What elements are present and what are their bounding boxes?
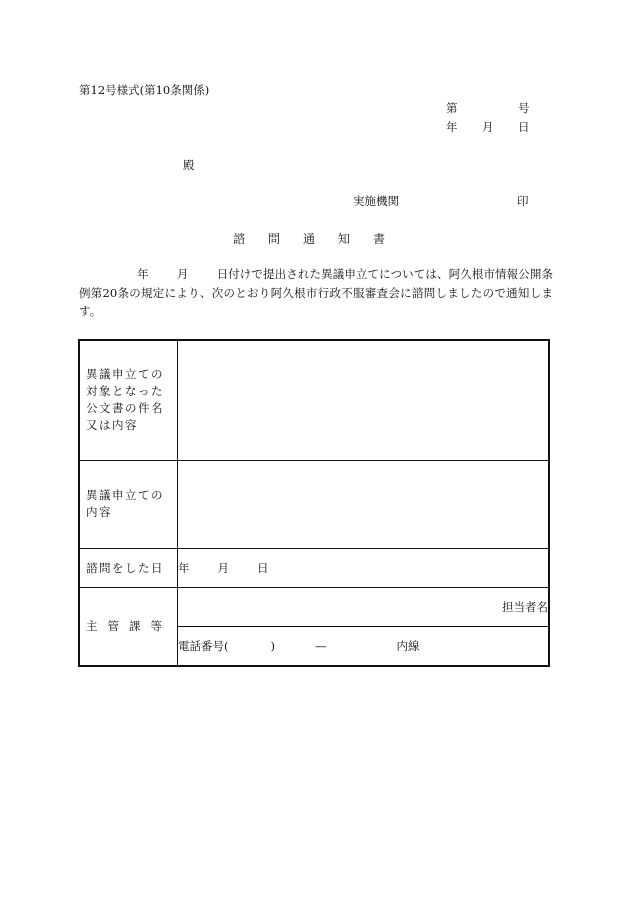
- number-suffix: 号: [518, 101, 530, 115]
- number-prefix: 第: [446, 101, 458, 115]
- objection-content-label: 異議申立ての内容: [79, 460, 178, 548]
- document-title: 諮問通知書: [233, 232, 409, 246]
- date-month: 月: [482, 120, 494, 134]
- phone-dash: —: [315, 639, 327, 654]
- extension-label: 内線: [396, 639, 420, 654]
- subject-document-label: 異議申立ての対象となった公文書の件名又は内容: [79, 340, 178, 460]
- phone-cell[interactable]: [178, 627, 550, 666]
- body-text: 日付けで提出された異議申立てについては、阿久根市情報公開条例第20条の規定により、次のとおり阿久根市行政不服審査会に諮問しましたので通知します。: [79, 267, 554, 318]
- phone-close-paren: ): [270, 639, 275, 654]
- body-month: 月: [176, 267, 189, 281]
- issuer-label: 実施機関: [353, 194, 399, 208]
- phone-label: 電話番号(: [178, 639, 229, 654]
- form-number-label: 第12号様式(第10条関係): [79, 83, 210, 97]
- body-year: 年: [137, 267, 149, 281]
- inquiry-month: 月: [217, 561, 229, 576]
- addressee-suffix: 殿: [183, 158, 195, 172]
- inquiry-date-cell[interactable]: [178, 549, 550, 588]
- date-day: 日: [518, 120, 530, 134]
- inquiry-date-label: 諮問をした日: [79, 549, 178, 588]
- department-label: 主管課等: [79, 588, 178, 666]
- subject-document-cell[interactable]: [178, 340, 550, 460]
- person-in-charge-cell[interactable]: [178, 588, 550, 627]
- inquiry-day: 日: [257, 561, 269, 576]
- notice-body: [79, 265, 553, 321]
- objection-content-cell[interactable]: [178, 460, 550, 548]
- person-in-charge-label: 担当者名: [502, 600, 548, 615]
- seal-mark: 印: [517, 194, 529, 208]
- date-year: 年: [446, 120, 458, 134]
- inquiry-year: 年: [178, 561, 190, 576]
- notice-table: [78, 339, 550, 667]
